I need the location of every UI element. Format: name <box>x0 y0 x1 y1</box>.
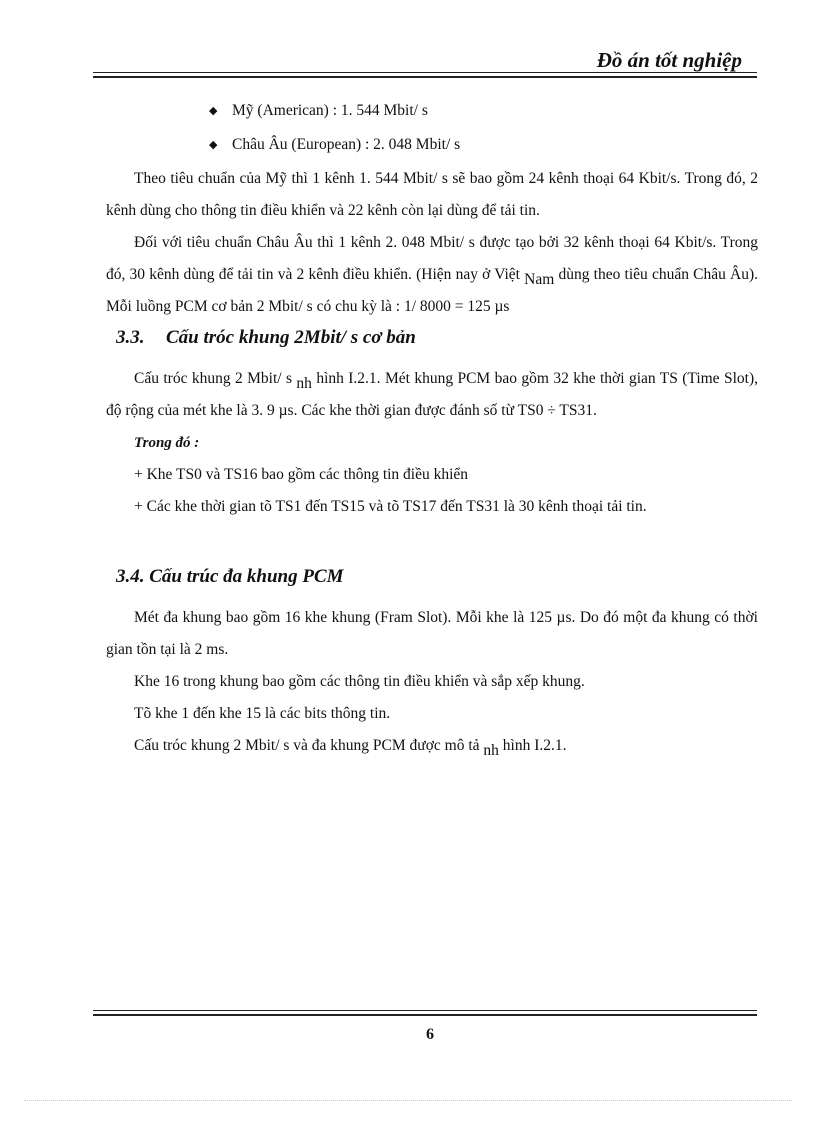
page-header-title: Đồ án tốt nghiệp <box>596 48 742 72</box>
page-bottom-border <box>24 1100 792 1101</box>
paragraph-text: hình I.2.1. Mét khung PCM bao gồm 32 khe thời gian TS (Time Slot), độ rộng của mét khe là 3. 9 µs. Các khe thời gian được đánh số từ TS0 ÷ TS31. <box>106 370 758 419</box>
diamond-bullet-icon: ◆ <box>209 139 218 151</box>
subscript-text: Nam <box>524 271 555 288</box>
bullet-text: Châu Âu (European) : 2. 048 Mbit/ s <box>232 136 461 153</box>
heading-3-3 <box>116 327 416 349</box>
paragraph-slots-1-15: Tõ khe 1 đến khe 15 là các bits thông tin. <box>134 705 391 722</box>
bullet-text: Mỹ (American) : 1. 544 Mbit/ s <box>232 102 428 119</box>
paragraph-text: Đối với tiêu chuẩn Châu Âu thì 1 kênh 2. 048 Mbit/ s được tạo bởi 32 kênh thoại 64 Kbit/s. Trong đó, 30 kênh dùng để tải tin và 2 kênh điều khiển. (Hiện nay ở Việt <box>106 234 758 283</box>
paragraph-figure-ref <box>106 730 758 762</box>
heading-text: Cấu tróc khung 2Mbit/ s cơ bản <box>166 327 416 348</box>
paragraph-multiframe: Mét đa khung bao gồm 16 khe khung (Fram Slot). Mỗi khe là 125 µs. Do đó một đa khung có thời gian tồn tại là 2 ms. <box>106 609 758 658</box>
list-item: + Các khe thời gian tõ TS1 đến TS15 và tõ TS17 đến TS31 là 30 kênh thoại tải tin. <box>134 498 647 515</box>
paragraph-american-standard: Theo tiêu chuẩn của Mỹ thì 1 kênh 1. 544 Mbit/ s sẽ bao gồm 24 kênh thoại 64 Kbit/s. Trong đó, 2 kênh dùng cho thông tin điều khiển và 22 kênh còn lại dùng để tải tin. <box>106 170 758 219</box>
subscript-text: nh <box>483 742 499 759</box>
page-number: 6 <box>426 1026 434 1043</box>
paragraph-text: hình I.2.1. <box>498 737 567 754</box>
heading-3-4: 3.4. Cấu trúc đa khung PCM <box>116 566 344 587</box>
paragraph-frame-structure <box>106 363 758 427</box>
diamond-bullet-icon: ◆ <box>209 105 218 117</box>
footer-rule <box>93 1010 757 1016</box>
paragraph-slot-16: Khe 16 trong khung bao gồm các thông tin điều khiển và sắp xếp khung. <box>134 673 585 690</box>
section-3-3-body <box>106 363 758 523</box>
list-item: + Khe TS0 và TS16 bao gồm các thông tin điều khiển <box>134 466 469 483</box>
heading-number: 3.3. <box>116 327 145 348</box>
label-trong-do: Trong đó : <box>134 435 200 451</box>
paragraph-text: Cấu tróc khung 2 Mbit/ s <box>134 370 297 387</box>
paragraph-text: dùng theo tiêu chuẩn Châu Âu). Mỗi luồng PCM cơ bản 2 Mbit/ s có chu kỳ là : 1/ 8000 = 125 µs <box>106 266 759 315</box>
intro-paragraphs <box>106 163 758 323</box>
header-rule <box>93 72 757 78</box>
section-3-4-body <box>106 602 758 762</box>
paragraph-text: Cấu tróc khung 2 Mbit/ s và đa khung PCM được mô tả <box>134 737 484 754</box>
subscript-text: nh <box>296 375 312 392</box>
paragraph-european-standard <box>106 227 758 323</box>
